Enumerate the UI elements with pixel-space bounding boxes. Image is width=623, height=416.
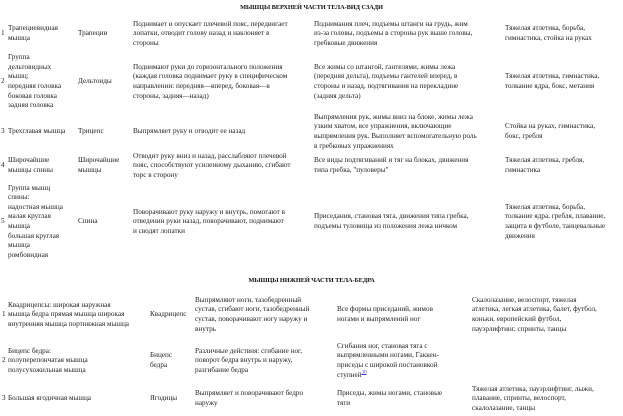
muscle-function: Различные действия: сгибание ног, поворот бедра внутрь и наружу, разгибание бедра <box>195 346 302 374</box>
row-number: 1 <box>2 310 6 319</box>
sports: Тяжелая атлетика, борьба, толкание ядра, гребля, плавание, защита в футболе, танцевальные движения <box>505 202 606 240</box>
table-row <box>0 294 623 336</box>
row-number: 3 <box>2 394 6 403</box>
exercises: Выпрямления рук, жимы вниз на блоке, жимы лежа узким хватом, все упражнения, включающие выпрямления рук. Выполняет вспомогательную роль в гребковых упражнениях <box>314 112 477 150</box>
footnote-link[interactable]: 30 <box>361 370 367 376</box>
muscle-name: Группа дельтовидных мышц: передняя головка боковая головка задняя головка <box>8 53 62 110</box>
row-number: 2 <box>2 356 6 365</box>
muscle-function: Поднимает и опускает плечевой пояс, передвигает лопатки, отводит голову назад и наклоняет в стороны <box>133 19 288 47</box>
muscle-name: Квадрицепсы: широкая наружная мышца бедра прямая мышца широкая внутренняя мышца портняжная мышца <box>8 300 129 328</box>
row-number: 4 <box>1 161 5 170</box>
muscle-short-name: Бицепс бедра <box>150 351 173 369</box>
row-number: 2 <box>1 77 5 86</box>
row-number: 3 <box>1 127 5 136</box>
sports: Тяжелая атлетика, гимнастика, толкание ядра, бокс, метания <box>505 72 600 90</box>
muscle-short-name: Спина <box>78 217 98 226</box>
muscle-function: Поднимают руки до горизонтального положения (каждая головка поднимает руку в специфическом направлении: передняя—вперед, боковая—в стороны, задняя—назад) <box>133 62 288 100</box>
muscle-function: Отводит руку вниз и назад, расслабляют плечевой пояс, способствуют усиленному дыханию, сгибают торс в сторону <box>133 151 291 179</box>
muscle-short-name: Широчайшие мышцы <box>78 156 120 174</box>
sports: Стойка на руках, гимнастика, бокс, гребля <box>505 122 596 140</box>
exercises-text: Сгибания ног, становая тяга с выпрямленными ногами, Гаккен- приседы с широкой постановкой ступней <box>337 341 439 379</box>
exercises: Все жимы со штангой, гантелями, жимы лежа (передняя дельта), подъемы гантелей вперед, в стороны и назад, подтягивания на перекладине (задняя дельта) <box>314 62 459 100</box>
row-number: 1 <box>1 29 5 38</box>
exercises <box>337 342 439 380</box>
muscle-name: Трапециевидная мышца <box>8 24 58 42</box>
sports: Тяжелая атлетика, пауэрлифтинг, лыжи, плавание, спринты, велоспорт, скалолазание, танцы <box>472 384 594 412</box>
sports: Тяжелая атлетика, гребля, гимнастика <box>505 156 585 174</box>
row-number: 5 <box>1 217 5 226</box>
table-row <box>0 152 623 180</box>
exercises: Все формы приседаний, жимов ногами и выпрямлений ног <box>337 305 433 323</box>
muscle-function: Выпрямляет и поворачивают бедро наружу <box>195 389 304 407</box>
table-row <box>0 112 623 152</box>
lower-section-title: МЫШЦЫ НИЖНЕЙ ЧАСТИ ТЕЛА-БЕДРА <box>248 277 375 284</box>
exercises: Все виды подтягиваний и тяг на блоках, движения типа гребка, "пуловеры" <box>314 156 469 174</box>
muscle-function: Выпрямляет руку и отводит ее назад <box>133 127 246 136</box>
sports: Тяжелая атлетика, борьба, гимнастика, стойка на руках <box>505 24 592 42</box>
exercises: Приседы, жимы ногами, становые тяги <box>337 389 443 407</box>
table-row <box>0 18 623 50</box>
muscle-short-name: Ягодицы <box>150 394 178 403</box>
muscle-short-name: Дельтоиды <box>78 77 112 86</box>
muscle-name: Трехглавая мышца <box>8 127 66 136</box>
sports: Скалолазание, велоспорт, тяжелая атлетика, легкая атлетика, балет, футбол, коньки, европейский футбол, пауэрлифтинг, спринты, танцы <box>472 295 597 333</box>
muscle-name: Бицепс бедра: полуперепончатая мышца полусухожильная мышца <box>8 346 88 374</box>
table-row <box>0 52 623 112</box>
muscle-name: Группа мышц спины: надостная мышца малая круглая мышца большая круглая мышца ромбовидная <box>8 183 63 259</box>
exercises: Приседания, становая тяга, движения типа гребка, подъемы туловища из положения лежа ничком <box>314 212 469 230</box>
exercises: Поднимания плеч, подъемы штанги на грудь, жим из-за головы, подъемы в стороны рук выше головы, гребковые движения <box>314 19 473 47</box>
muscle-function: Выпрямляют ноги, тазобедренный сустав, сгибают ноги, тазобедренный сустав, поворачивают ногу наружу и внутрь <box>195 295 310 333</box>
muscle-short-name: Трицепс <box>78 127 104 136</box>
table-row <box>0 382 623 416</box>
muscle-short-name: Трапеции <box>78 29 108 38</box>
muscle-short-name: Квадрицепс <box>150 310 187 319</box>
muscle-name: Большая ягодичная мышца <box>8 394 91 403</box>
muscle-function: Поворачивают руку наружу и внутрь, помогают в отведении руки назад, поворачивают, поднимают и сводят лопатки <box>133 207 286 235</box>
upper-section-title: МЫШЦЫ ВЕРХНЕЙ ЧАСТИ ТЕЛА-ВИД СЗАДИ <box>240 4 383 11</box>
muscle-name: Широчайшие мышцы спины <box>8 156 53 174</box>
table-row <box>0 182 623 262</box>
table-row <box>0 340 623 382</box>
